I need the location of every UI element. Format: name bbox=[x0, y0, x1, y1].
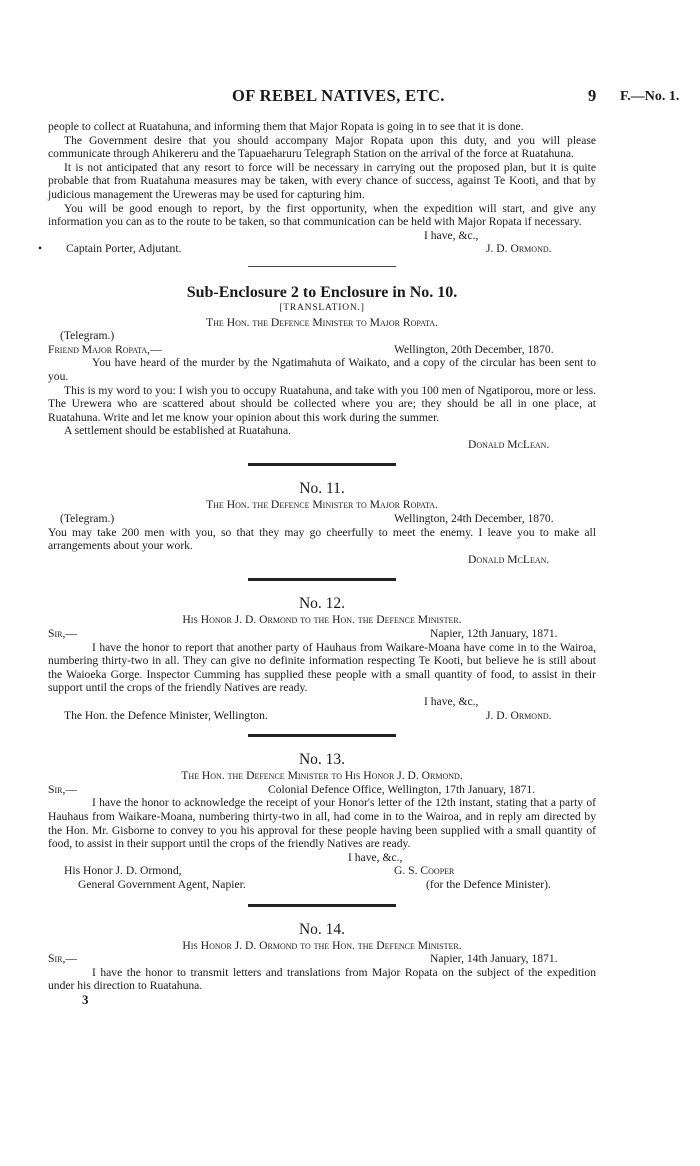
signature-note: (for the Defence Minister). bbox=[426, 877, 551, 891]
from-to-line: His Honor J. D. Ormond to the Hon. the Defence Minister. bbox=[182, 938, 462, 952]
section-rule bbox=[248, 734, 396, 737]
salutation: Sir,— bbox=[48, 627, 77, 641]
salutation: Sir,— bbox=[48, 782, 77, 796]
signature: Donald McLean. bbox=[468, 552, 550, 566]
paragraph: You may take 200 men with you, so that they may go cheerfully to meet the enemy. I leave you to make all arrangements about your work. bbox=[48, 525, 596, 553]
addressee: Captain Porter, Adjutant. bbox=[66, 242, 182, 256]
closing-line bbox=[48, 695, 596, 709]
closing: I have, &c., bbox=[348, 850, 403, 864]
salutation-line bbox=[48, 627, 596, 641]
closing: I have, &c., bbox=[424, 228, 479, 242]
section-heading: No. 11. bbox=[299, 480, 345, 498]
section-heading: Sub-Enclosure 2 to Enclosure in No. 10. bbox=[186, 283, 458, 301]
paragraph: It is not anticipated that any resort to force will be necessary in carrying out the proposed plan, but it is quite probable that from Ruatahuna measures may be taken, with every chance of success, against Te Kooti, and that by judicious management the Ureweras may be used for capturing him. bbox=[48, 160, 596, 201]
letter-no-13 bbox=[48, 751, 596, 906]
telegram-label: (Telegram.) bbox=[60, 329, 115, 343]
document-body bbox=[38, 120, 596, 1007]
section-rule bbox=[248, 904, 396, 907]
paragraph: This is my word to you: I wish you to occupy Ruatahuna, and take with you 100 men of Ngatiporou, more or less. The Urewera who are scattered about should be collected where you are; they should be all in one place, at Ruatahuna. Write and let me know your opinion about this work during the summer. bbox=[48, 383, 596, 424]
closing: I have, &c., bbox=[424, 695, 479, 708]
section-rule bbox=[248, 266, 396, 267]
signature-line bbox=[48, 438, 596, 452]
header-title: OF REBEL NATIVES, ETC. bbox=[232, 86, 445, 105]
paragraph: You will be good enough to report, by the first opportunity, when the expedition will start, and give any information you can as to the route to be taken, so that communication can be held with Major Ropata if necessary. bbox=[48, 201, 596, 229]
letter-no-14 bbox=[48, 921, 596, 1007]
translation-label: [TRANSLATION.] bbox=[279, 302, 365, 313]
place-date: Wellington, 20th December, 1870. bbox=[394, 342, 554, 356]
signature: Donald McLean. bbox=[468, 437, 550, 451]
from-to-line: His Honor J. D. Ormond to the Hon. the Defence Minister. bbox=[182, 613, 462, 627]
from-to-line: The Hon. the Defence Minister to His Honor J. D. Ormond. bbox=[181, 769, 463, 783]
sub-enclosure-2 bbox=[48, 283, 596, 467]
salutation-line bbox=[48, 952, 596, 966]
salutation: Sir,— bbox=[48, 952, 77, 966]
telegram-line bbox=[48, 329, 596, 343]
letter-no-12 bbox=[48, 595, 596, 737]
signature: J. D. Ormond. bbox=[486, 242, 552, 256]
signature: J. D. Ormond. bbox=[486, 708, 552, 722]
closing-line bbox=[48, 229, 596, 243]
addressee-line bbox=[38, 242, 596, 256]
paragraph: The Government desire that you should accompany Major Ropata upon this duty, and you will please communicate through Ahikereru and the Tapuaeharuru Telegraph Station on the arrival of the force at Ruatahuna. bbox=[48, 133, 596, 161]
from-to-line: The Hon. the Defence Minister to Major Ropata. bbox=[206, 498, 438, 512]
section-rule bbox=[248, 463, 396, 466]
running-header bbox=[0, 86, 700, 109]
place-date: Napier, 12th January, 1871. bbox=[430, 627, 558, 641]
paragraph: people to collect at Ruatahuna, and informing them that Major Ropata is going in to see that it is done. bbox=[48, 120, 524, 133]
place-date: Napier, 14th January, 1871. bbox=[430, 952, 558, 966]
section-heading: No. 13. bbox=[298, 751, 346, 769]
letter-continuation bbox=[38, 120, 596, 267]
addressee-line bbox=[48, 709, 596, 723]
section-heading: No. 12. bbox=[298, 595, 346, 613]
paragraph: I have the honor to report that another party of Hauhaus from Waikare-Moana have come in to the Wairoa, numbering thirty-two in all. They can give no definite information respecting Te Kooti, but believe he is still about the Waioeka Gorge. Inspector Cumming has supplied these people with a small quantity of food, to assist in their support until the crops of the friendly Natives are ready. bbox=[48, 640, 596, 695]
addressee: His Honor J. D. Ormond, bbox=[64, 864, 182, 878]
paragraph: I have the honor to acknowledge the receipt of your Honor's letter of the 12th instant, stating that a party of Hauhaus from Waikare-Moana, numbering thirty-two in all, had come in to the Wairoa, and in reply am directed by the Hon. Mr. Gisborne to convey to you his approval for these people having been supplied with a small quantity of food, to assist in their support until the crops of the friendly Natives are ready. bbox=[48, 796, 596, 851]
salutation: Friend Major Ropata,— bbox=[48, 342, 162, 356]
section-heading: No. 14. bbox=[298, 920, 346, 938]
document-reference: F.—No. 1. bbox=[620, 89, 680, 104]
margin-mark: • bbox=[38, 242, 43, 256]
salutation-line bbox=[48, 343, 596, 357]
paragraph: I have the honor to transmit letters and translations from Major Ropata on the subject of the expedition under his direction to Ruatahuna. bbox=[48, 965, 596, 993]
addressee: The Hon. the Defence Minister, Wellington. bbox=[64, 708, 268, 722]
closing-line bbox=[48, 851, 596, 865]
signature-line bbox=[48, 553, 596, 567]
signature: G. S. Cooper bbox=[394, 864, 455, 878]
section-rule bbox=[248, 578, 396, 581]
place-date: Wellington, 24th December, 1870. bbox=[394, 512, 554, 526]
from-to-line: The Hon. the Defence Minister to Major Ropata. bbox=[206, 315, 438, 329]
telegram-label: (Telegram.) bbox=[60, 512, 115, 526]
page-number: 9 bbox=[588, 86, 597, 105]
printer-signature-mark: 3 bbox=[82, 991, 89, 1007]
addressee: General Government Agent, Napier. bbox=[78, 877, 246, 891]
place-date: Colonial Defence Office, Wellington, 17th January, 1871. bbox=[268, 782, 536, 796]
letter-no-11 bbox=[48, 480, 596, 581]
paragraph: You have heard of the murder by the Ngatimahuta of Waikato, and a copy of the circular has been sent to you. bbox=[48, 356, 596, 383]
telegram-line bbox=[48, 512, 596, 526]
salutation-line bbox=[48, 783, 596, 797]
paragraph: A settlement should be established at Ruatahuna. bbox=[64, 424, 291, 438]
addressee-line bbox=[48, 878, 596, 892]
addressee-line bbox=[48, 864, 596, 878]
